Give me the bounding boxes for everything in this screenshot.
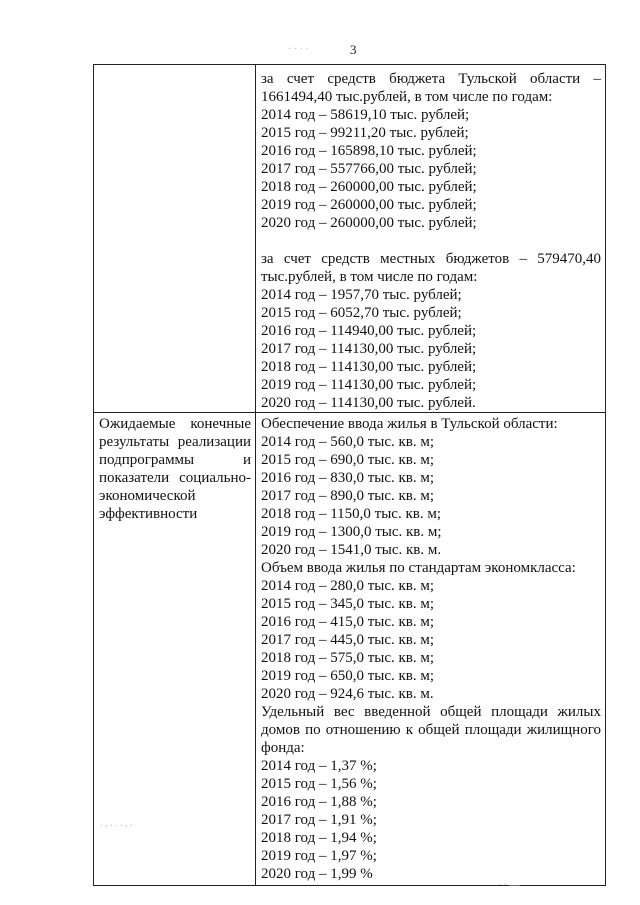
- economy-year-line: 2018 год – 575,0 тыс. кв. м;: [261, 650, 435, 666]
- local-budget-intro: за счет средств местных бюджетов – 579470,40 тыс.рублей, в том числе по годам:: [261, 251, 601, 285]
- local-year-line: 2017 год – 114130,00 тыс. рублей;: [261, 341, 477, 357]
- local-year-line: 2016 год – 114940,00 тыс. рублей;: [261, 323, 477, 339]
- local-year-line: 2020 год – 114130,00 тыс. рублей.: [261, 395, 476, 411]
- regional-budget-intro: за счет средств бюджета Тульской области – 1661494,40 тыс.рублей, в том числе по годам:: [261, 71, 601, 105]
- share-years: [261, 757, 601, 883]
- share-year-line: 2020 год – 1,99 %: [261, 866, 373, 882]
- row2-right-cell: [256, 413, 606, 886]
- scan-mark-bottom-left: . , . . . , .: [100, 818, 133, 829]
- share-year-line: 2019 год – 1,97 %;: [261, 848, 377, 864]
- local-budget-years: [261, 286, 601, 412]
- table-row-results: [94, 413, 606, 886]
- local-year-line: 2018 год – 114130,00 тыс. рублей;: [261, 359, 477, 375]
- regional-year-line: 2017 год – 557766,00 тыс. рублей;: [261, 161, 477, 177]
- row1-right-cell: [256, 65, 606, 413]
- economy-class-years: [261, 577, 601, 703]
- housing-year-line: 2018 год – 1150,0 тыс. кв. м;: [261, 506, 441, 522]
- housing-input-years: [261, 433, 601, 559]
- economy-year-line: 2015 год – 345,0 тыс. кв. м;: [261, 596, 435, 612]
- local-year-line: 2014 год – 1957,70 тыс. рублей;: [261, 287, 462, 303]
- passport-table: [93, 64, 606, 886]
- economy-year-line: 2019 год – 650,0 тыс. кв. м;: [261, 668, 435, 684]
- share-year-line: 2014 год – 1,37 %;: [261, 758, 377, 774]
- local-year-line: 2019 год – 114130,00 тыс. рублей;: [261, 377, 477, 393]
- regional-year-line: 2020 год – 260000,00 тыс. рублей;: [261, 215, 477, 231]
- scan-mark-bottom-right: · · —: [498, 880, 520, 891]
- housing-year-line: 2014 год – 560,0 тыс. кв. м;: [261, 434, 435, 450]
- table-row-financing: [94, 65, 606, 413]
- regional-budget-years: [261, 106, 601, 232]
- housing-year-line: 2016 год – 830,0 тыс. кв. м;: [261, 470, 435, 486]
- scan-mark-top: · · · ·: [288, 44, 309, 55]
- row1-left-cell: [94, 65, 256, 413]
- regional-year-line: 2018 год – 260000,00 тыс. рублей;: [261, 179, 477, 195]
- expected-results-label: Ожидаемые конечные результаты реализации подпрограммы и показатели социально-экономической эффективности: [99, 416, 251, 522]
- economy-class-title: Объем ввода жилья по стандартам экономкласса:: [261, 560, 576, 576]
- regional-year-line: 2019 год – 260000,00 тыс. рублей;: [261, 197, 477, 213]
- economy-year-line: 2020 год – 924,6 тыс. кв. м.: [261, 686, 434, 702]
- regional-year-line: 2015 год – 99211,20 тыс. рублей;: [261, 125, 469, 141]
- economy-year-line: 2017 год – 445,0 тыс. кв. м;: [261, 632, 435, 648]
- share-year-line: 2016 год – 1,88 %;: [261, 794, 377, 810]
- housing-year-line: 2017 год – 890,0 тыс. кв. м;: [261, 488, 435, 504]
- share-year-line: 2018 год – 1,94 %;: [261, 830, 377, 846]
- housing-year-line: 2019 год – 1300,0 тыс. кв. м;: [261, 524, 442, 540]
- row2-left-cell: [94, 413, 256, 886]
- share-year-line: 2017 год – 1,91 %;: [261, 812, 377, 828]
- share-year-line: 2015 год – 1,56 %;: [261, 776, 377, 792]
- regional-year-line: 2016 год – 165898,10 тыс. рублей;: [261, 143, 477, 159]
- paragraph-gap: [261, 232, 601, 250]
- housing-year-line: 2015 год – 690,0 тыс. кв. м;: [261, 452, 435, 468]
- share-title: Удельный вес введенной общей площади жилых домов по отношению к общей площади жилищного фонда:: [261, 704, 601, 756]
- page-number: 3: [350, 42, 358, 57]
- regional-year-line: 2014 год – 58619,10 тыс. рублей;: [261, 107, 470, 123]
- economy-year-line: 2014 год – 280,0 тыс. кв. м;: [261, 578, 435, 594]
- housing-year-line: 2020 год – 1541,0 тыс. кв. м.: [261, 542, 442, 558]
- local-year-line: 2015 год – 6052,70 тыс. рублей;: [261, 305, 462, 321]
- economy-year-line: 2016 год – 415,0 тыс. кв. м;: [261, 614, 435, 630]
- housing-input-title: Обеспечение ввода жилья в Тульской области:: [261, 416, 558, 432]
